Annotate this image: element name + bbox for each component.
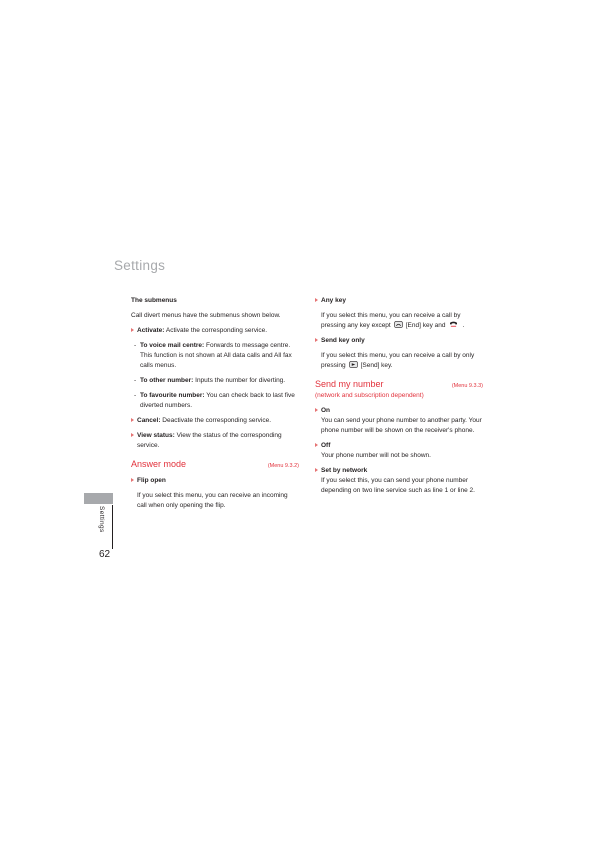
item-text: You can check back to last five diverted numbers. xyxy=(140,392,295,409)
item-label: On xyxy=(321,407,331,414)
favourite-number-item xyxy=(131,391,299,411)
item-text: You can send your phone number to another party. Your phone number will be shown on the receiver's phone. xyxy=(321,417,482,434)
item-label: View status: xyxy=(137,432,175,439)
item-text: If you select this menu, you can receive a call by pressing any key except xyxy=(321,312,461,329)
on-item xyxy=(315,406,483,416)
bullet-arrow-icon xyxy=(315,338,318,342)
bullet-arrow-icon xyxy=(131,328,134,332)
dash-bullet: - xyxy=(134,392,137,399)
item-text: If you select this menu, you can receive an incoming call when only opening the flip. xyxy=(137,492,288,509)
any-key-item xyxy=(315,296,483,306)
bullet-arrow-icon xyxy=(315,443,318,447)
item-text: Your phone number will not be shown. xyxy=(321,452,431,459)
item-label: To other number: xyxy=(140,377,194,384)
send-key-only-text xyxy=(315,351,483,371)
send-key-only-item xyxy=(315,336,483,346)
section-subtitle: (network and subscription dependent) xyxy=(315,392,424,399)
menu-code: (Menu 9.3.2) xyxy=(267,463,299,469)
activate-item xyxy=(131,326,299,336)
item-text: If you select this menu, you can receive a call by only pressing xyxy=(321,352,475,369)
section-tab-label: Settings xyxy=(98,506,105,533)
item-label: To voice mail centre: xyxy=(140,342,205,349)
item-text: Forwards to message centre. This function is not shown at All data calls and All fax calls menus. xyxy=(140,342,292,369)
submenus-title: The submenus xyxy=(131,297,177,304)
voice-mail-item xyxy=(131,341,299,371)
bullet-arrow-icon xyxy=(131,478,134,482)
section-title: Answer mode xyxy=(131,459,187,469)
any-key-text xyxy=(315,311,483,331)
item-label: Cancel: xyxy=(137,417,161,424)
item-text: Activate the corresponding service. xyxy=(164,327,268,334)
menu-code: (Menu 9.3.3) xyxy=(451,383,483,389)
view-status-item xyxy=(131,431,299,451)
right-column xyxy=(315,296,483,496)
left-column xyxy=(131,296,299,511)
answer-mode-heading xyxy=(131,459,299,471)
bullet-arrow-icon xyxy=(315,298,318,302)
page-title: Settings xyxy=(114,258,166,273)
item-text: Deactivate the corresponding service. xyxy=(160,417,272,424)
end-key-icon xyxy=(394,321,403,328)
dash-bullet: - xyxy=(134,377,137,384)
end-key-icon xyxy=(448,321,459,328)
section-tab xyxy=(84,493,113,504)
other-number-item xyxy=(131,376,299,386)
send-my-number-heading xyxy=(315,379,483,391)
item-label: Send key only xyxy=(321,337,365,344)
item-label: Activate: xyxy=(137,327,165,334)
bullet-arrow-icon xyxy=(315,408,318,412)
side-divider xyxy=(112,505,113,549)
bullet-arrow-icon xyxy=(315,468,318,472)
item-label: Off xyxy=(321,442,331,449)
page-number: 62 xyxy=(99,549,111,560)
item-label: Set by network xyxy=(321,467,368,474)
bullet-arrow-icon xyxy=(131,433,134,437)
off-item xyxy=(315,441,483,451)
item-text: . xyxy=(462,322,465,329)
cancel-item xyxy=(131,416,299,426)
item-text: [Send] key. xyxy=(360,362,393,369)
item-text: [End] key and xyxy=(405,322,446,329)
item-label: Any key xyxy=(321,297,346,304)
set-by-network-item xyxy=(315,466,483,476)
item-label: To favourite number: xyxy=(140,392,205,399)
item-text: Inputs the number for diverting. xyxy=(193,377,286,384)
item-label: Flip open xyxy=(137,477,166,484)
item-text: If you select this, you can send your phone number depending on two line service such as line 1 or line 2. xyxy=(321,477,475,494)
flip-open-item xyxy=(131,476,299,486)
bullet-arrow-icon xyxy=(131,418,134,422)
submenus-intro: Call divert menus have the submenus shown below. xyxy=(131,312,281,319)
section-title: Send my number xyxy=(315,379,384,389)
item-text: View the status of the corresponding service. xyxy=(137,432,282,449)
send-key-icon xyxy=(349,361,358,368)
dash-bullet: - xyxy=(134,342,137,349)
